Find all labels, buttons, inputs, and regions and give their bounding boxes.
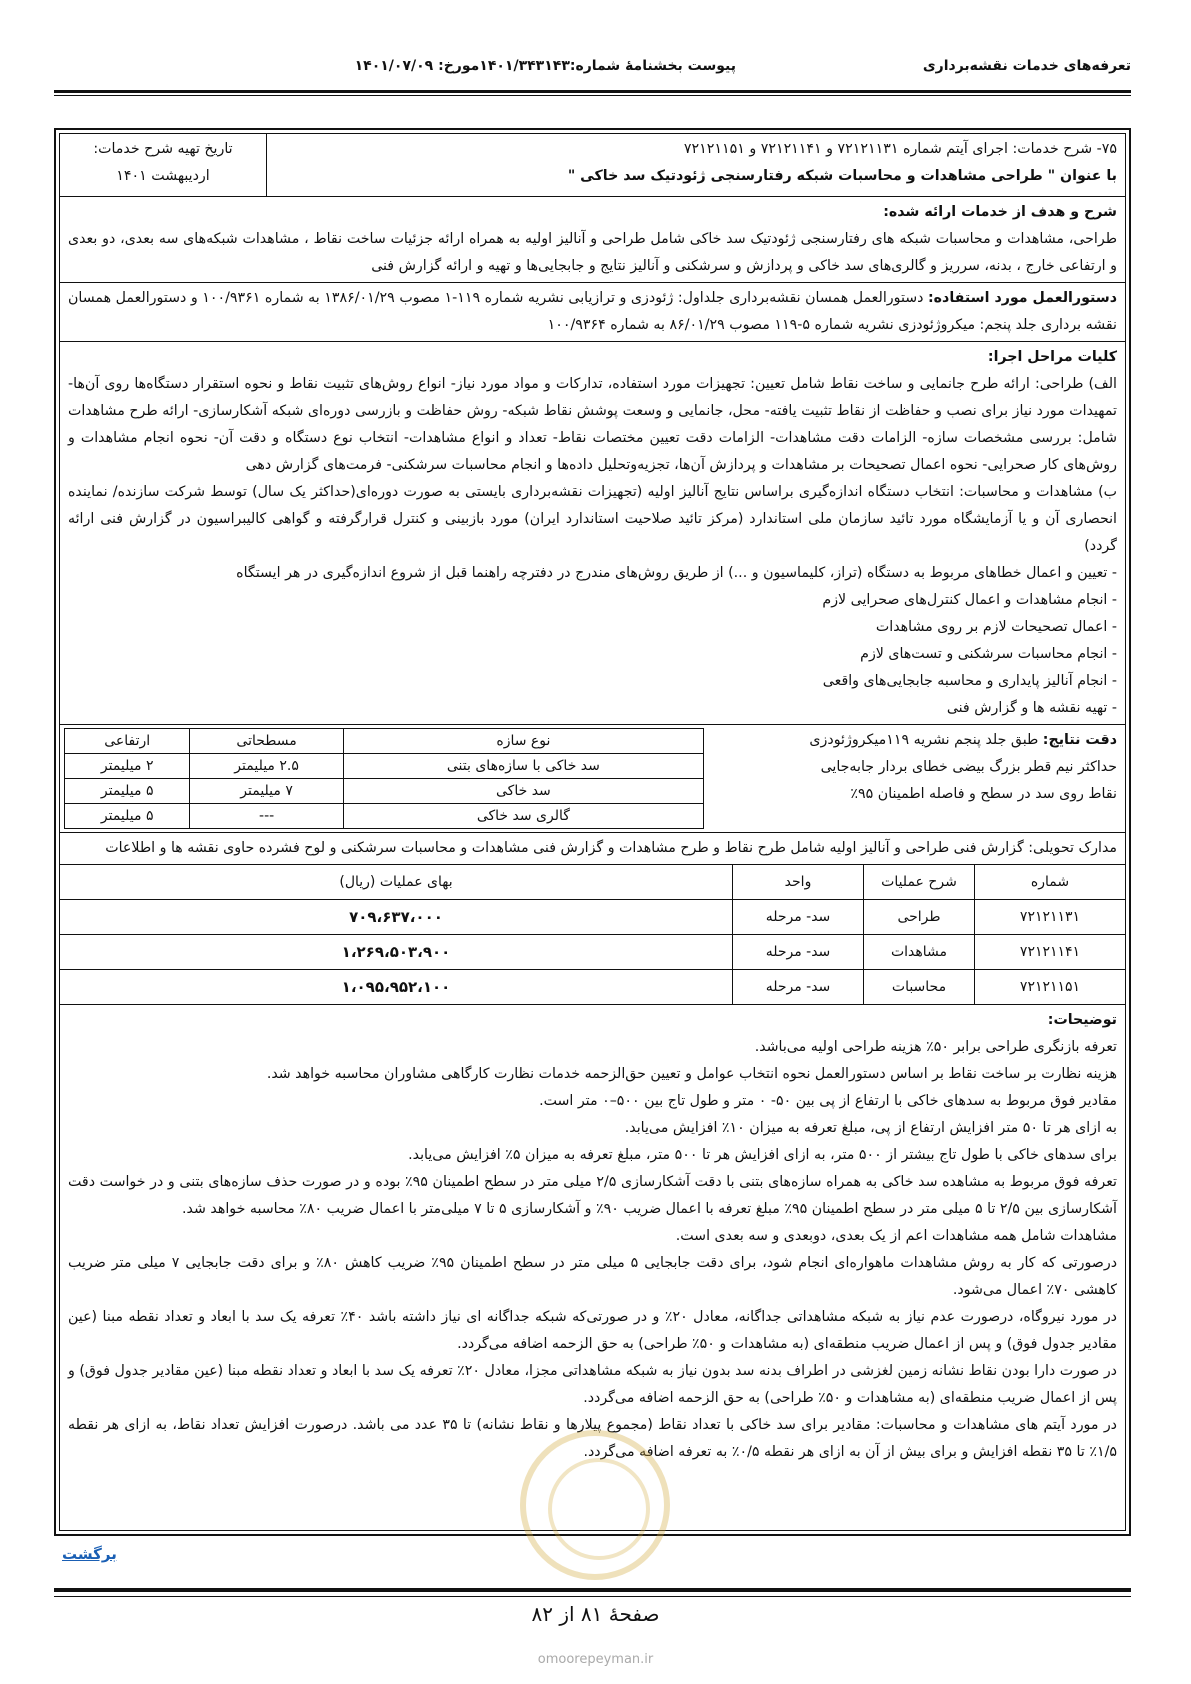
- table-row: [65, 779, 704, 804]
- table-header: ارتفاعی: [65, 729, 190, 754]
- deliverables: مدارک تحویلی: گزارش فنی طراحی و آنالیز اولیه شامل طرح نقاط و طرح مشاهدات و گزارش فنی مشاهدات و محاسبات سرشکنی و لوح فشرده حاوی نقشه ها و اطلاعات: [60, 833, 1125, 865]
- precision-line2: حداکثر نیم قطر بزرگ بیضی خطای بردار جابه‌جایی: [820, 759, 1117, 775]
- service-title: با عنوان " طراحی مشاهدات و محاسبات شبکه رفتارسنجی ژئودتیک سد خاکی ": [567, 168, 1117, 184]
- table-cell: سد خاکی: [343, 779, 703, 804]
- table-row: [65, 804, 704, 829]
- notes-section: [60, 1005, 1125, 1468]
- precision-title: دقت نتایج:: [1042, 732, 1117, 748]
- price-cell: ۱،۰۹۵،۹۵۲،۱۰۰: [60, 970, 733, 1005]
- footer-rule: [54, 1588, 1131, 1592]
- header-title: تعرفه‌های خدمات نقشه‌برداری: [922, 58, 1131, 74]
- table-cell: سد- مرحله: [733, 970, 864, 1005]
- stage-item: - اعمال تصحیحات لازم بر روی مشاهدات: [875, 619, 1117, 635]
- note-item: به ازای هر تا ۵۰ متر افزایش ارتفاع از پی، مبلغ تعرفه به میزان ۱۰٪ افزایش می‌یابد.: [624, 1120, 1117, 1136]
- table-cell: ۷ میلیمتر: [190, 779, 343, 804]
- table-row: [60, 970, 1125, 1005]
- stages-title: کلیات مراحل اجرا:: [987, 349, 1117, 365]
- standard-text: دستورالعمل همسان نقشه‌برداری جلداول: ژئودزی و ترازیابی نشریه شماره ۱۱۹-۱ مصوب ۱۳۸۶/۰۱/۲۹ به شماره ۱۰۰/۹۳۶۱ و دستورالعمل همسان نقشه برداری جلد پنجم: میکروژئودزی نشریه شماره ۵-۱۱۹ مصوب ۸۶/۰۱/۲۹ به شماره ۱۰۰/۹۳۶۴: [68, 290, 1117, 333]
- notes-title: توضیحات:: [1047, 1012, 1117, 1028]
- purpose-section: [60, 197, 1125, 283]
- note-item: در مورد آیتم های مشاهدات و محاسبات: مقادیر برای سد خاکی با تعداد نقاط (مجموع پیلارها و نقاط نشانه) تا ۳۵ عدد می باشد. درصورت افزایش تعداد نقاط، به ازای هر نقطه ۱/۵٪ تا ۳۵ نقطه افزایش و برای بیش از آن به ازای هر نقطه ۰/۵٪ به تعرفه اضافه می‌گردد.: [68, 1417, 1117, 1460]
- note-item: در مورد نیروگاه، درصورت عدم نیاز به شبکه مشاهداتی جداگانه، معادل ۲۰٪ و در صورتی‌که شبکه جداگانه ای نیاز داشته باشد ۴۰٪ تعرفه یک سد با ابعاد و تعداد نقطه مبنا (عین مقادیر جدول فوق) و پس از اعمال ضریب منطقه‌ای (به مشاهدات و ۵۰٪ طراحی) به حق الزحمه اضافه می‌گردد.: [68, 1309, 1117, 1352]
- site-watermark: omoorepeyman.ir: [537, 1652, 654, 1667]
- date-value: اردیبهشت ۱۴۰۱: [116, 168, 210, 184]
- table-header: واحد: [733, 865, 864, 900]
- table-row: [60, 935, 1125, 970]
- table-cell: طراحی: [864, 900, 975, 935]
- service-item-line: ۷۵- شرح خدمات: اجرای آیتم شماره ۷۲۱۲۱۱۳۱ و ۷۲۱۲۱۱۴۱ و ۷۲۱۲۱۱۵۱: [683, 141, 1117, 157]
- back-link[interactable]: برگشت: [62, 1545, 117, 1563]
- table-cell: ---: [190, 804, 343, 829]
- table-cell: مشاهدات: [864, 935, 975, 970]
- table-cell: سد- مرحله: [733, 935, 864, 970]
- stage-item: - تهیه نقشه ها و گزارش فنی: [946, 700, 1117, 716]
- stage-a: الف) طراحی: ارائه طرح جانمایی و ساخت نقاط شامل تعیین: تجهیزات مورد استفاده، تدارکات و مواد مورد نیاز- انواع روش‌های تثبیت نقاط و نحوه استقرار دستگاه‌ها روی آن‌ها- تمهیدات مورد نیاز برای نصب و حفاظت از نقاط تثبیت یافته- محل، جانمایی و وسعت پوشش نقاط شبکه- روش حفاظت و بازرسی دوره‌ای شبکه آشکارسازی- ارائه طرح مشاهدات شامل: بررسی مشخصات سازه- الزامات دقت مشاهدات- الزامات دقت تعیین مختصات نقاط- تعداد و انواع مشاهدات- انتخاب نوع دستگاه و دقت آن- نحوه انجام مشاهدات و روش‌های کار صحرایی- نحوه اعمال تصحیحات بر مشاهدات و پردازش آن‌ها، تجزیه‌وتحلیل داده‌ها و انجام محاسبات سرشکنی- فرمت‌های گزارش دهی: [68, 376, 1117, 473]
- stage-item: - انجام مشاهدات و اعمال کنترل‌های صحرایی لازم: [822, 592, 1117, 608]
- purpose-text: طراحی، مشاهدات و محاسبات شبکه های رفتارسنجی ژئودتیک سد خاکی شامل طراحی و آنالیز اولیه به همراه ارائه جزئیات ساخت نقاط ، مشاهدات شبکه‌های سه بعدی، دو بعدی و ارتفاعی خارج ، بدنه، سرریز و گالری‌های سد خاکی و پردازش و سرشکنی و آنالیز نتایج و جابجایی‌ها و تهیه و ارائه گزارش فنی: [68, 231, 1117, 274]
- table-cell: سد خاکی با سازه‌های بتنی: [343, 754, 703, 779]
- precision-table: [64, 728, 704, 829]
- table-cell: ۲ میلیمتر: [65, 754, 190, 779]
- note-item: تعرفه بازنگری طراحی برابر ۵۰٪ هزینه طراحی اولیه می‌باشد.: [754, 1039, 1117, 1055]
- table-cell: گالری سد خاکی: [343, 804, 703, 829]
- header-rule: [54, 90, 1131, 93]
- header-rule-thin: [54, 95, 1131, 96]
- standard-section: [60, 283, 1125, 342]
- table-cell: ۲.۵ میلیمتر: [190, 754, 343, 779]
- cost-table: [60, 865, 1125, 1005]
- table-cell: ۵ میلیمتر: [65, 804, 190, 829]
- note-item: مقادیر فوق مربوط به سدهای خاکی با ارتفاع از پی بین ۵۰- ۰ متر و طول تاج بین ۵۰۰–۰ متر است.: [539, 1093, 1117, 1109]
- purpose-title: شرح و هدف از خدمات ارائه شده:: [883, 204, 1117, 220]
- table-header: بهای عملیات (ریال): [60, 865, 733, 900]
- note-item: درصورتی که کار به روش مشاهدات ماهواره‌ای انجام شود، برای دقت جابجایی ۵ میلی متر در سطح اطمینان ۹۵٪ ضریب کاهش ۸۰٪ و برای دقت جابجایی ۷ میلی متر ضریب کاهشی ۷۰٪ اعمال می‌شود.: [68, 1255, 1118, 1298]
- price-cell: ۷۰۹،۶۳۷،۰۰۰: [60, 900, 733, 935]
- table-cell: ۷۲۱۲۱۱۵۱: [975, 970, 1126, 1005]
- standard-title: دستورالعمل مورد استفاده:: [928, 290, 1117, 306]
- page-number: صفحهٔ ۸۱ از ۸۲: [531, 1602, 660, 1626]
- precision-line1: طبق جلد پنجم نشریه ۱۱۹میکروژئودزی: [809, 732, 1043, 748]
- stage-item: - انجام محاسبات سرشکنی و تست‌های لازم: [860, 646, 1117, 662]
- table-cell: ۷۲۱۲۱۱۴۱: [975, 935, 1126, 970]
- stage-item: - انجام آنالیز پایداری و محاسبه جابجایی‌های واقعی: [822, 673, 1117, 689]
- table-row: [60, 900, 1125, 935]
- page-header: [54, 58, 1131, 84]
- table-cell: سد- مرحله: [733, 900, 864, 935]
- note-item: هزینه نظارت بر ساخت نقاط بر اساس دستورالعمل نحوه انتخاب عوامل و تعیین حق‌الزحمه خدمات نظارت کارگاهی مشاوران محاسبه خواهد شد.: [266, 1066, 1117, 1082]
- note-item: تعرفه فوق مربوط به مشاهده سد خاکی به همراه سازه‌های بتنی با دقت آشکارسازی ۲/۵ میلی متر در سطح اطمینان ۹۵٪ بوده و در صورت حذف سازه‌های بتنی و در خواست دقت آشکارسازی بین ۲/۵ تا ۵ میلی متر در سطح اطمینان ۹۵٪ مبلغ تعرفه با اعمال ضریب ۹۰٪ و آشکارسازی ۵ تا ۷ میلی‌متر با اعمال ضریب ۸۰٪ محاسبه خواهد شد.: [68, 1174, 1118, 1217]
- stages-section: [60, 342, 1125, 725]
- price-cell: ۱،۲۶۹،۵۰۳،۹۰۰: [60, 935, 733, 970]
- table-row: [65, 729, 704, 754]
- table-cell: محاسبات: [864, 970, 975, 1005]
- table-header: نوع سازه: [343, 729, 703, 754]
- service-title-row: [60, 134, 1125, 197]
- table-header: مسطحاتی: [190, 729, 343, 754]
- precision-section: [60, 725, 1125, 833]
- footer-rule-thin: [54, 1596, 1131, 1597]
- stage-item: - تعیین و اعمال خطاهای مربوط به دستگاه (تراز، کلیماسیون و ...) از طریق روش‌های مندرج در دفترچه راهنما قبل از شروع اندازه‌گیری در هر ایستگاه: [236, 565, 1117, 581]
- table-header: شماره: [975, 865, 1126, 900]
- table-cell: ۷۲۱۲۱۱۳۱: [975, 900, 1126, 935]
- note-item: مشاهدات شامل همه مشاهدات اعم از یک بعدی، دوبعدی و سه بعدی است.: [675, 1228, 1117, 1244]
- precision-line3: نقاط روی سد در سطح و فاصله اطمینان ۹۵٪: [850, 786, 1117, 802]
- stage-b: ب) مشاهدات و محاسبات: انتخاب دستگاه اندازه‌گیری براساس نتایج آنالیز اولیه (تجهیزات نقشه‌برداری بایستی به صورت دوره‌ای(حداکثر یک سال) توسط شرکت سازنده/ نماینده انحصاری آن و یا آزمایشگاه مورد تائید سازمان ملی استاندارد (مرکز تائید صلاحیت استاندارد ایران) مورد بازبینی و کنترل قرارگرفته و گواهی کالیبراسیون در گزارش فنی ارائه گردد): [68, 484, 1117, 554]
- table-row: [60, 865, 1125, 900]
- header-circular: پیوست بخشنامهٔ شماره:۱۴۰۱/۳۴۳۱۴۳مورخ: ۱۴۰۱/۰۷/۰۹: [354, 58, 736, 74]
- note-item: برای سدهای خاکی با طول تاج بیشتر از ۵۰۰ متر، به ازای افزایش هر تا ۵۰۰ متر، مبلغ تعرفه به میزان ۵٪ افزایش می‌یابد.: [408, 1147, 1117, 1163]
- date-label: تاریخ تهیه شرح خدمات:: [93, 141, 233, 157]
- table-header: شرح عملیات: [864, 865, 975, 900]
- table-row: [65, 754, 704, 779]
- main-frame: [54, 128, 1131, 1536]
- watermark-seal: [520, 1430, 670, 1580]
- note-item: در صورت دارا بودن نقاط نشانه زمین لغزشی در اطراف بدنه سد بدون نیاز به شبکه مشاهداتی مجزا، معادل ۲۰٪ تعرفه یک سد با ابعاد و تعداد نقطه مبنا (عین مقادیر جدول فوق) و پس از اعمال ضریب منطقه‌ای (به مشاهدات و ۵۰٪ طراحی) به حق الزحمه اضافه می‌گردد.: [68, 1363, 1118, 1406]
- table-cell: ۵ میلیمتر: [65, 779, 190, 804]
